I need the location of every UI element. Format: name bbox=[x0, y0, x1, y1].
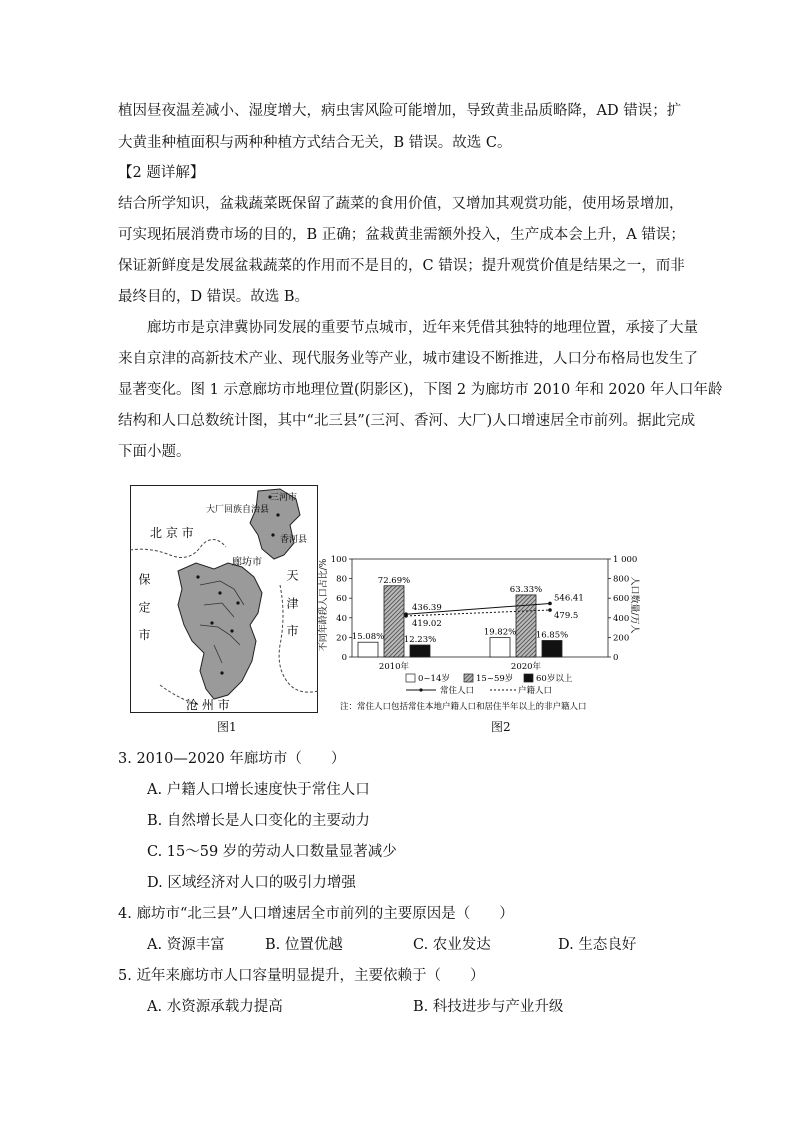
right-tick-label: 600 bbox=[613, 594, 630, 605]
paragraph-line: 可实现拓展消费市场的目的，B 正确；盆栽黄韭需额外投入，生产成本会上升，A 错误； bbox=[118, 227, 685, 243]
category-label: 2010年 bbox=[378, 662, 410, 672]
label-beijing: 北 京 市 bbox=[150, 526, 194, 540]
paragraph-line: 来自京津的高新技术产业、现代服务业等产业，城市建设不断推进，人口分布格局也发生了 bbox=[118, 351, 698, 367]
paragraph-line: 大黄韭种植面积与两种种植方式结合无关，B 错误。故选 C。 bbox=[118, 135, 512, 151]
line-label: 479.5 bbox=[554, 611, 579, 622]
q4-stem: 4. 廊坊市“北三县”人口增速居全市前列的主要原因是（ ） bbox=[118, 906, 514, 922]
line-label: 419.02 bbox=[412, 618, 442, 629]
figure1-caption: 图1 bbox=[217, 720, 237, 734]
q5-option-a[interactable]: A. 水资源承载力提高 bbox=[147, 999, 283, 1015]
legend-line-point bbox=[419, 688, 422, 691]
paragraph-line: 下面小题。 bbox=[118, 444, 191, 460]
left-tick-label: 20 bbox=[336, 633, 347, 644]
bar-label: 16.85% bbox=[535, 630, 569, 641]
q4-option-c[interactable]: C. 农业发达 bbox=[413, 937, 491, 953]
bar-2-0 bbox=[410, 645, 430, 657]
legend-label: 0~14岁 bbox=[418, 674, 450, 684]
section-heading: 【2 题详解】 bbox=[118, 165, 205, 181]
ylabel-left: 不同年龄段人口占比/% bbox=[319, 558, 329, 652]
right-tick-label: 800 bbox=[613, 574, 630, 585]
label-cangzhou: 沧 州 市 bbox=[186, 698, 230, 712]
ylabel-right: 人口数量/万人 bbox=[629, 576, 639, 634]
line-label: 546.41 bbox=[554, 593, 584, 604]
bar-label: 72.69% bbox=[377, 575, 411, 586]
q5-stem: 5. 近年来廊坊市人口容量明显提升，主要依赖于（ ） bbox=[118, 968, 485, 984]
bar-0-0 bbox=[358, 642, 378, 657]
legend-label: 60岁以上 bbox=[536, 674, 573, 684]
category-label: 2020年 bbox=[510, 662, 542, 672]
bar-label: 63.33% bbox=[509, 584, 543, 595]
legend-label: 常住人口 bbox=[440, 686, 475, 696]
q4-option-d[interactable]: D. 生态良好 bbox=[558, 937, 637, 953]
left-tick-label: 0 bbox=[341, 653, 347, 663]
label-sanhe: 三河市 bbox=[270, 493, 298, 503]
bar-label: 15.08% bbox=[351, 632, 385, 643]
population-chart bbox=[318, 545, 640, 717]
q3-option-c[interactable]: C. 15～59 岁的劳动人口数量显著减少 bbox=[147, 844, 397, 860]
q4-option-a[interactable]: A. 资源丰富 bbox=[147, 937, 225, 953]
label-xianghe: 香河县 bbox=[280, 535, 308, 545]
bar-0-1 bbox=[490, 638, 510, 657]
right-tick-label: 1 000 bbox=[613, 555, 638, 565]
bar-label: 12.23% bbox=[403, 635, 437, 646]
right-tick-label: 0 bbox=[613, 653, 619, 663]
q4-option-b[interactable]: B. 位置优越 bbox=[265, 937, 343, 953]
q3-stem: 3. 2010—2020 年廊坊市（ ） bbox=[118, 751, 346, 767]
q5-option-b[interactable]: B. 科技进步与产业升级 bbox=[413, 999, 564, 1015]
paragraph-line: 结合所学知识，盆栽蔬菜既保留了蔬菜的食用价值，又增加其观赏功能，使用场景增加， bbox=[118, 196, 684, 212]
right-tick-label: 400 bbox=[613, 613, 630, 624]
q3-option-d[interactable]: D. 区域经济对人口的吸引力增强 bbox=[147, 875, 356, 891]
legend-swatch bbox=[464, 674, 473, 682]
bar-1-0 bbox=[384, 586, 404, 657]
q3-option-b[interactable]: B. 自然增长是人口变化的主要动力 bbox=[147, 813, 370, 829]
paragraph-line: 显著变化。图 1 示意廊坊市地理位置(阴影区)，下图 2 为廊坊市 2010 年和 2020 年人口年龄 bbox=[118, 382, 723, 398]
label-tianjin: 天 津 市 bbox=[285, 569, 299, 643]
legend-label: 15~59岁 bbox=[476, 674, 514, 684]
paragraph-line: 植因昼夜温差减小、湿度增大，病虫害风险可能增加，导致黄韭品质略降，AD 错误；扩 bbox=[118, 103, 682, 119]
line-point bbox=[548, 608, 552, 612]
left-tick-label: 60 bbox=[336, 594, 347, 605]
paragraph-line: 廊坊市是京津冀协同发展的重要节点城市，近年来凭借其独特的地理位置，承接了大量 bbox=[147, 320, 698, 336]
figure2-caption: 图2 bbox=[491, 720, 511, 734]
bar-2-1 bbox=[542, 640, 562, 657]
chart-note: 注：常住人口包括常住本地户籍人口和居住半年以上的非户籍人口 bbox=[340, 702, 587, 712]
left-tick-label: 100 bbox=[330, 555, 347, 565]
legend-label: 户籍人口 bbox=[518, 686, 553, 696]
legend-swatch bbox=[406, 674, 415, 682]
label-langfang: 廊坊市 bbox=[232, 557, 262, 568]
line-point bbox=[404, 614, 408, 618]
line-label: 436.39 bbox=[412, 603, 442, 614]
left-tick-label: 40 bbox=[336, 613, 347, 624]
legend-swatch bbox=[524, 674, 533, 682]
paragraph-line: 最终目的，D 错误。故选 B。 bbox=[118, 289, 309, 305]
line-point bbox=[548, 602, 552, 606]
label-baoding: 保 定 市 bbox=[137, 573, 151, 647]
bar-label: 19.82% bbox=[483, 627, 517, 638]
right-tick-label: 200 bbox=[613, 633, 630, 644]
label-dachang: 大厂回族自治县 bbox=[206, 505, 270, 515]
q3-option-a[interactable]: A. 户籍人口增长速度快于常住人口 bbox=[147, 782, 370, 798]
paragraph-line: 保证新鲜度是发展盆栽蔬菜的作用而不是目的，C 错误；提升观赏价值是结果之一，而非 bbox=[118, 258, 685, 274]
left-tick-label: 80 bbox=[336, 574, 347, 585]
paragraph-line: 结构和人口总数统计图，其中“北三县”(三河、香河、大厂)人口增速居全市前列。据此完成 bbox=[118, 413, 696, 429]
langfang-location-map bbox=[130, 485, 318, 713]
